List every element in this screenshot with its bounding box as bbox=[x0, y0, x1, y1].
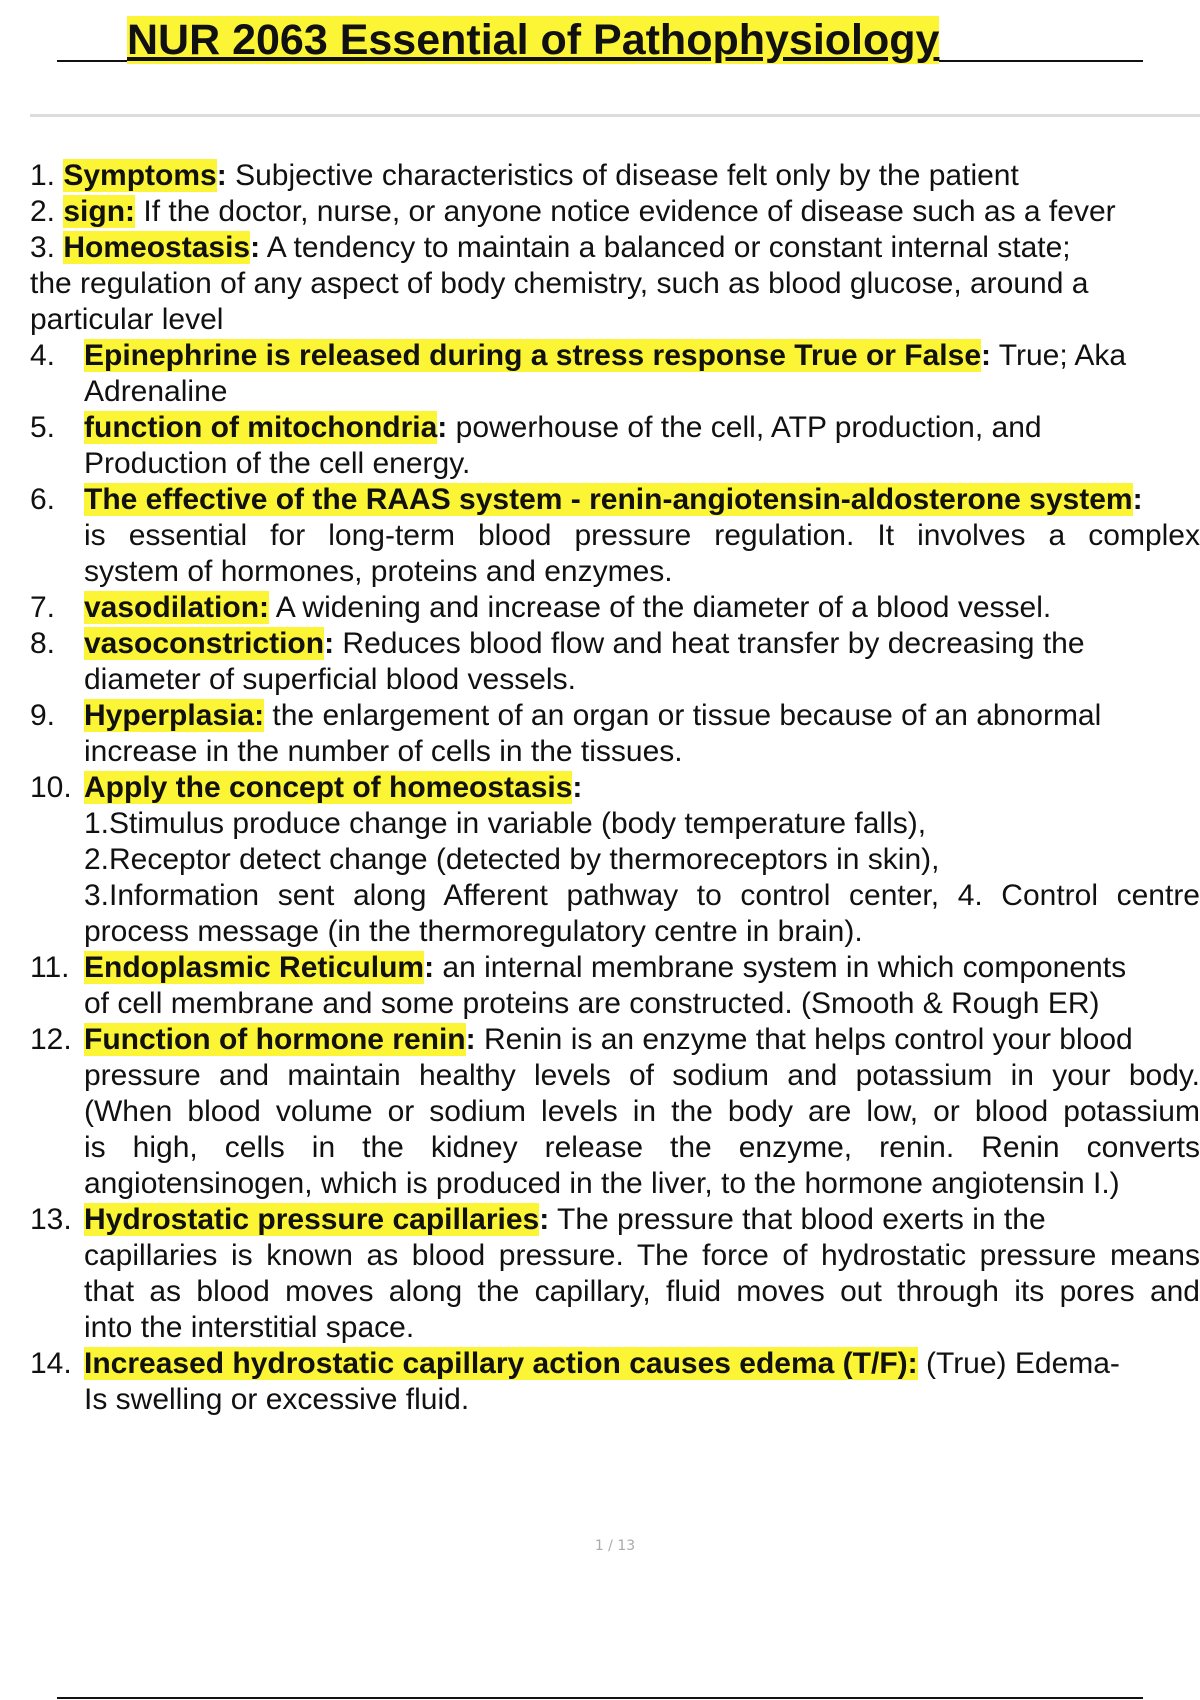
item-text: If the doctor, nurse, or anyone notice evidence of disease such as a fever bbox=[135, 195, 1116, 228]
item-line bbox=[84, 698, 1200, 734]
item-body bbox=[84, 626, 1200, 698]
document-body bbox=[30, 158, 1200, 1418]
list-item bbox=[30, 1202, 1200, 1346]
item-colon: : bbox=[437, 411, 448, 444]
item-line: is essential for long-term blood pressure regulation. It involves a complex bbox=[84, 519, 1200, 552]
item-number: 2. bbox=[30, 195, 64, 228]
list-item bbox=[30, 230, 1200, 266]
item-line bbox=[84, 1022, 1200, 1058]
list-item bbox=[30, 698, 1200, 770]
item-body bbox=[84, 950, 1200, 1022]
item-line bbox=[84, 338, 1200, 374]
item-text: True; Aka bbox=[991, 339, 1127, 372]
item-body bbox=[84, 698, 1200, 770]
list-item bbox=[30, 194, 1200, 230]
top-divider bbox=[30, 114, 1200, 117]
list-item bbox=[30, 338, 1200, 410]
item-line: of cell membrane and some proteins are constructed. (Smooth & Rough ER) bbox=[84, 987, 1100, 1020]
bottom-divider bbox=[57, 1697, 1143, 1699]
item-line: process message (in the thermoregulatory centre in brain). bbox=[84, 915, 863, 948]
item-line bbox=[84, 1202, 1200, 1238]
item-body bbox=[84, 770, 1200, 950]
item-text: The pressure that blood exerts in the bbox=[549, 1203, 1046, 1236]
item-text: Renin is an enzyme that helps control your blood bbox=[475, 1023, 1133, 1056]
item-colon: : bbox=[539, 1203, 550, 1236]
item-text: Subjective characteristics of disease felt only by the patient bbox=[226, 159, 1019, 192]
item-line: diameter of superficial blood vessels. bbox=[84, 663, 576, 696]
list-item bbox=[30, 410, 1200, 482]
item-body bbox=[84, 590, 1200, 626]
list-item bbox=[30, 1346, 1200, 1418]
item-term: vasoconstriction bbox=[84, 627, 325, 660]
item-term: Increased hydrostatic capillary action causes edema (T/F): bbox=[84, 1347, 918, 1380]
item-line: system of hormones, proteins and enzymes. bbox=[84, 555, 673, 588]
item-text: Reduces blood flow and heat transfer by decreasing the bbox=[334, 627, 1085, 660]
item-line: into the interstitial space. bbox=[84, 1311, 415, 1344]
item-term: Apply the concept of homeostasis bbox=[84, 771, 573, 804]
list-item bbox=[30, 158, 1200, 194]
item-number: 1. bbox=[30, 159, 64, 192]
item-line bbox=[84, 770, 1200, 806]
item-number: 4. bbox=[30, 339, 56, 372]
list-item bbox=[30, 626, 1200, 698]
item-term: vasodilation: bbox=[84, 591, 270, 624]
item-term: Hydrostatic pressure capillaries bbox=[84, 1203, 540, 1236]
item-line: that as blood moves along the capillary, fluid moves out through its pores and bbox=[84, 1275, 1200, 1308]
item-colon: : bbox=[324, 627, 335, 660]
indented-items bbox=[30, 338, 1200, 1418]
item-term: Endoplasmic Reticulum bbox=[84, 951, 425, 984]
item-line: 3.Information sent along Afferent pathway to control center, 4. Control centre bbox=[84, 879, 1200, 912]
item-line: angiotensinogen, which is produced in the liver, to the hormone angiotensin I.) bbox=[84, 1167, 1120, 1200]
list-item bbox=[30, 950, 1200, 1022]
page-indicator: 1 / 13 bbox=[594, 1538, 636, 1554]
item-term: Homeostasis bbox=[63, 231, 251, 264]
item-number: 11. bbox=[30, 951, 70, 984]
item-line: 1.Stimulus produce change in variable (body temperature falls), bbox=[84, 807, 927, 840]
item-text: an internal membrane system in which components bbox=[434, 951, 1127, 984]
page-title: NUR 2063 Essential of Pathophysiology bbox=[127, 16, 940, 64]
item-colon: : bbox=[465, 1023, 476, 1056]
item-body bbox=[84, 1022, 1200, 1202]
item-text: the enlargement of an organ or tissue because of an abnormal bbox=[264, 699, 1102, 732]
item-colon: : bbox=[1132, 483, 1143, 516]
item-number: 5. bbox=[30, 411, 56, 444]
title-row bbox=[57, 12, 1143, 62]
item-line bbox=[84, 590, 1200, 626]
paragraph-line: particular level bbox=[30, 303, 224, 336]
item-number: 10. bbox=[30, 771, 72, 804]
list-item bbox=[30, 770, 1200, 950]
item-term: The effective of the RAAS system - renin-angiotensin-aldosterone system bbox=[84, 483, 1133, 516]
item-text: A widening and increase of the diameter of a blood vessel. bbox=[269, 591, 1052, 624]
item-term: Symptoms bbox=[63, 159, 217, 192]
item-number: 12. bbox=[30, 1023, 72, 1056]
item-colon: : bbox=[250, 231, 261, 264]
item-colon: : bbox=[424, 951, 435, 984]
item-number: 14. bbox=[30, 1347, 72, 1380]
item-text: (True) Edema- bbox=[917, 1347, 1120, 1380]
item-body bbox=[84, 1346, 1200, 1418]
item-line: Production of the cell energy. bbox=[84, 447, 471, 480]
item-number: 9. bbox=[30, 699, 56, 732]
item-term: Function of hormone renin bbox=[84, 1023, 466, 1056]
item-line bbox=[84, 950, 1200, 986]
item-term: Epinephrine is released during a stress response True or False bbox=[84, 339, 981, 372]
item-line: is high, cells in the kidney release the enzyme, renin. Renin converts bbox=[84, 1131, 1200, 1164]
item-number: 13. bbox=[30, 1203, 72, 1236]
item-line bbox=[84, 410, 1200, 446]
item-line: (When blood volume or sodium levels in the body are low, or blood potassium bbox=[84, 1095, 1200, 1128]
item-body bbox=[84, 410, 1200, 482]
item-3-continuation bbox=[30, 266, 1200, 338]
item-number: 7. bbox=[30, 591, 56, 624]
item-line bbox=[84, 482, 1200, 518]
item-line: increase in the number of cells in the tissues. bbox=[84, 735, 683, 768]
item-line: Adrenaline bbox=[84, 375, 228, 408]
item-body bbox=[84, 482, 1200, 590]
item-term: Hyperplasia: bbox=[84, 699, 265, 732]
item-line: capillaries is known as blood pressure. The force of hydrostatic pressure means bbox=[84, 1239, 1200, 1272]
list-item bbox=[30, 482, 1200, 590]
item-number: 8. bbox=[30, 627, 56, 660]
item-number: 6. bbox=[30, 483, 56, 516]
list-item bbox=[30, 1022, 1200, 1202]
item-term: sign: bbox=[63, 195, 136, 228]
item-line bbox=[84, 1346, 1200, 1382]
paragraph-line: the regulation of any aspect of body chemistry, such as blood glucose, around a bbox=[30, 267, 1089, 300]
item-line bbox=[84, 626, 1200, 662]
item-body bbox=[84, 338, 1200, 410]
item-colon: : bbox=[572, 771, 583, 804]
simple-items bbox=[30, 158, 1200, 266]
item-term: function of mitochondria bbox=[84, 411, 438, 444]
item-text: powerhouse of the cell, ATP production, and bbox=[447, 411, 1042, 444]
item-line: 2.Receptor detect change (detected by thermoreceptors in skin), bbox=[84, 843, 940, 876]
item-body bbox=[84, 1202, 1200, 1346]
item-text: A tendency to maintain a balanced or constant internal state; bbox=[260, 231, 1071, 264]
list-item bbox=[30, 590, 1200, 626]
item-colon: : bbox=[981, 339, 991, 372]
item-line: Is swelling or excessive fluid. bbox=[84, 1383, 470, 1416]
item-colon: : bbox=[216, 159, 227, 192]
item-number: 3. bbox=[30, 231, 64, 264]
item-line: pressure and maintain healthy levels of sodium and potassium in your body. bbox=[84, 1059, 1200, 1092]
